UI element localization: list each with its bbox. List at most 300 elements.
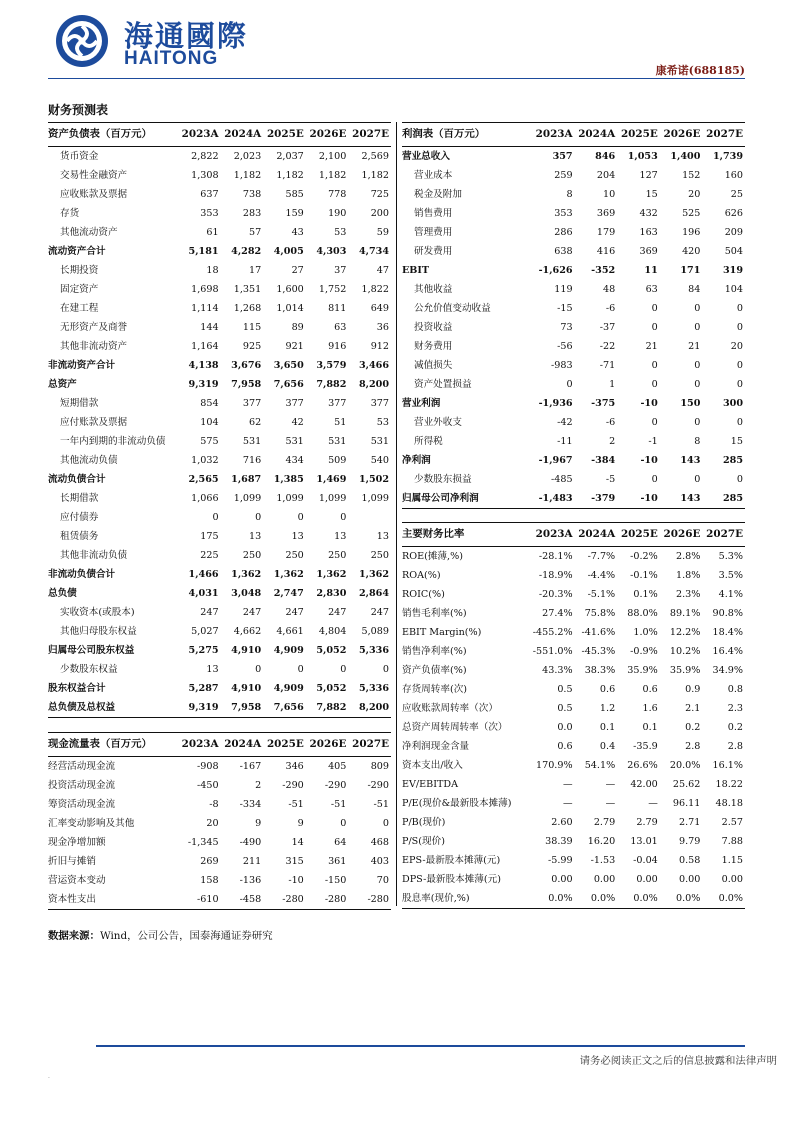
column-header: 2025E	[263, 123, 306, 147]
cell-value: -0.04	[633, 855, 658, 866]
cell-value: 0	[736, 474, 743, 485]
cell-value: 179	[596, 227, 616, 238]
cell-value: 0.4	[599, 741, 616, 752]
row-label: P/S(现价)	[402, 836, 445, 847]
cell-value: 346	[285, 761, 304, 772]
cell-value: 0	[340, 818, 347, 829]
cell-value: 0	[255, 512, 262, 523]
cell-value: 4,734	[358, 246, 389, 257]
cell-value: -450	[197, 780, 219, 791]
table-row	[402, 166, 745, 185]
table-row	[402, 794, 745, 813]
row-label: 资产处置损益	[414, 379, 472, 390]
cell-value: 7,656	[273, 379, 304, 390]
table-row	[48, 166, 391, 185]
cell-value: 369	[596, 208, 616, 219]
cell-value: 509	[328, 455, 347, 466]
footer-disclaimer: 请务必阅读正文之后的信息披露和法律声明	[579, 1055, 777, 1067]
cell-value: 170.9%	[536, 760, 573, 771]
row-label: 长期借款	[60, 493, 99, 504]
cell-value: -610	[178, 890, 221, 910]
row-label: 营业总收入	[402, 151, 450, 162]
cell-value: 64	[334, 837, 347, 848]
table-row	[402, 394, 745, 413]
cell-value: -551.0%	[532, 646, 573, 657]
cell-value: 0	[382, 818, 389, 829]
table-row	[48, 223, 391, 242]
table-row	[402, 356, 745, 375]
table-row	[402, 242, 745, 261]
table-row	[48, 622, 391, 641]
cell-value: 88.0%	[627, 608, 658, 619]
cell-value: 0.6	[642, 684, 658, 695]
cell-value: 1,014	[276, 303, 304, 314]
cell-value: 10.2%	[669, 646, 701, 657]
cell-value: 1,362	[273, 569, 304, 580]
table-row	[48, 299, 391, 318]
row-label: 投资活动现金流	[48, 780, 116, 791]
cell-value: 7,958	[221, 698, 264, 718]
cell-value: 403	[370, 856, 389, 867]
cell-value: 2.79	[636, 817, 658, 828]
cell-value: -983	[551, 360, 573, 371]
cell-value: —	[605, 779, 616, 790]
balance-sheet-table	[48, 122, 391, 718]
table-title: 现金流量表（百万元）	[48, 733, 178, 757]
row-label: 营业外收支	[414, 417, 462, 428]
row-label: 总资产周转周转率（次）	[402, 722, 508, 733]
cell-value: 525	[682, 208, 701, 219]
cell-value: 27	[291, 265, 304, 276]
row-label: 归属母公司净利润	[402, 489, 532, 509]
cell-value: 20	[730, 341, 743, 352]
cell-value: -5.1%	[587, 589, 616, 600]
cell-value: 8,200	[358, 379, 389, 390]
cell-value: 575	[200, 436, 219, 447]
cell-value: -51	[288, 799, 304, 810]
cell-value: -150	[324, 875, 347, 886]
table-row	[48, 432, 391, 451]
cell-value: 59	[376, 227, 389, 238]
row-label: 非流动负债合计	[48, 569, 116, 580]
company-ticker: 康希诺(688185)	[655, 64, 745, 77]
cell-value: 2.8	[727, 741, 743, 752]
cell-value: 43.3%	[542, 665, 573, 676]
cell-value: 0	[694, 474, 701, 485]
cell-value: 0	[651, 417, 658, 428]
table-row	[402, 318, 745, 337]
table-row	[48, 679, 391, 698]
cell-value: -485	[551, 474, 573, 485]
cell-value: 4,910	[231, 645, 262, 656]
cell-value: -290	[324, 780, 347, 791]
cell-value: 0	[297, 664, 304, 675]
cell-value: 0.6	[557, 741, 573, 752]
cell-value: 89.1%	[669, 608, 701, 619]
cell-value: -28.1%	[538, 551, 573, 562]
cell-value: 416	[596, 246, 616, 257]
row-label: 一年内到期的非流动负债	[60, 436, 166, 447]
column-header: 2026E	[306, 123, 349, 147]
cell-value: 925	[242, 341, 262, 352]
cell-value: 716	[242, 455, 262, 466]
cell-value: -167	[239, 761, 262, 772]
table-row	[402, 470, 745, 489]
row-label: 汇率变动影响及其他	[48, 818, 135, 829]
cell-value: 26.6%	[627, 760, 658, 771]
cell-value: 18.4%	[712, 627, 743, 638]
table-row	[402, 623, 745, 642]
cell-value: 637	[200, 189, 219, 200]
cell-value: 163	[639, 227, 658, 238]
cell-value: 36	[376, 322, 389, 333]
cell-value: 96.11	[672, 798, 701, 809]
cell-value: 159	[285, 208, 304, 219]
cell-value: 269	[200, 856, 219, 867]
table-row	[48, 451, 391, 470]
cell-value: -290	[367, 780, 389, 791]
data-source-note	[48, 927, 273, 942]
table-row	[48, 413, 391, 432]
cell-value: 250	[328, 550, 347, 561]
cell-value: 48	[602, 284, 616, 295]
cell-value: 1,099	[276, 493, 304, 504]
cell-value: 300	[722, 398, 743, 409]
cell-value: 225	[200, 550, 219, 561]
row-label: P/B(现价)	[402, 817, 446, 828]
cell-value: 0.00	[593, 874, 616, 885]
cell-value: 150	[680, 398, 701, 409]
cell-value: 3,676	[231, 360, 262, 371]
row-label: 公允价值变动收益	[414, 303, 491, 314]
row-label: 长期投资	[60, 265, 99, 276]
table-row	[402, 223, 745, 242]
cell-value: 211	[242, 856, 262, 867]
row-label: 总负债及总权益	[48, 698, 178, 718]
cell-value: -0.9%	[630, 646, 658, 657]
cell-value: 0	[212, 512, 219, 523]
cell-value: 175	[200, 531, 219, 542]
cell-value: 119	[554, 284, 573, 295]
cell-value: 0.1%	[633, 589, 658, 600]
cell-value: 104	[724, 284, 743, 295]
cell-value: -334	[239, 799, 262, 810]
table-row	[402, 680, 745, 699]
cell-value: 247	[242, 607, 262, 618]
row-label: 销售毛利率(%)	[402, 608, 467, 619]
cell-value: 1	[609, 379, 616, 390]
cell-value: 0	[736, 417, 743, 428]
table-row	[48, 204, 391, 223]
cell-value: 0	[736, 322, 743, 333]
row-label: 其他流动负债	[60, 455, 118, 466]
cell-value: 1.8%	[676, 570, 701, 581]
cell-value: 7,958	[231, 379, 262, 390]
logo-english-name: HAITONG	[124, 48, 219, 69]
table-row	[48, 470, 391, 489]
cell-value: -458	[221, 890, 264, 910]
cell-value: 48.18	[715, 798, 743, 809]
data-source-text: Wind，公司公告，国泰海通证券研究	[99, 930, 273, 942]
cell-value: 353	[554, 208, 573, 219]
cell-value: -35.9	[633, 741, 658, 752]
column-header: 2025E	[263, 733, 306, 757]
cell-value: 0	[694, 322, 701, 333]
column-header: 2027E	[348, 123, 391, 147]
cell-value: 1,182	[361, 170, 389, 181]
row-label: 营业利润	[402, 398, 441, 409]
cell-value: 2.3%	[676, 589, 701, 600]
cell-value: 7.88	[721, 836, 743, 847]
table-row	[402, 299, 745, 318]
cell-value: 2.79	[593, 817, 616, 828]
table-row	[48, 641, 391, 660]
cell-value: 2.71	[679, 817, 701, 828]
cell-value: 4,661	[276, 626, 304, 637]
row-label: 财务费用	[414, 341, 453, 352]
cell-value: 778	[328, 189, 347, 200]
row-label: 货币资金	[60, 151, 99, 162]
cell-value: 846	[595, 151, 616, 162]
cell-value: 250	[285, 550, 304, 561]
header-divider	[48, 78, 745, 79]
cell-value: 4,282	[231, 246, 262, 257]
cell-value: -379	[575, 489, 618, 509]
cell-value: 649	[370, 303, 389, 314]
cell-value: 4,138	[188, 360, 219, 371]
cell-value: -1	[648, 436, 658, 447]
cell-value: 377	[285, 398, 304, 409]
cell-value: 250	[370, 550, 389, 561]
cell-value: 15	[730, 436, 743, 447]
table-row	[48, 660, 391, 679]
row-label: 股息率(现价,%)	[402, 889, 532, 909]
table-row	[48, 565, 391, 584]
cell-value: 0	[736, 379, 743, 390]
cell-value: 361	[328, 856, 347, 867]
table-row	[48, 280, 391, 299]
row-label: EPS-最新股本摊薄(元)	[402, 855, 501, 866]
cell-value: 63	[645, 284, 658, 295]
cell-value: 319	[722, 265, 743, 276]
cell-value: 0	[651, 360, 658, 371]
table-row	[48, 776, 391, 795]
cell-value: 285	[722, 455, 743, 466]
cell-value: 61	[206, 227, 219, 238]
cell-value: 1,752	[318, 284, 347, 295]
row-label: 在建工程	[60, 303, 99, 314]
cell-value: 0	[694, 303, 701, 314]
column-header: 2023A	[532, 523, 575, 547]
column-header: 2023A	[532, 123, 575, 147]
cell-value: 5,181	[188, 246, 219, 257]
cell-value: 5,052	[316, 645, 347, 656]
column-header: 2024A	[575, 523, 618, 547]
cell-value: 0.0%	[575, 889, 618, 909]
cell-value: 0	[340, 664, 347, 675]
cell-value: 4.1%	[718, 589, 743, 600]
table-row	[48, 546, 391, 565]
table-row	[402, 261, 745, 280]
table-row	[48, 242, 391, 261]
cell-value: -1,936	[538, 398, 573, 409]
cell-value: 8	[694, 436, 701, 447]
column-header: 2024A	[221, 733, 264, 757]
cell-value: 3,650	[273, 360, 304, 371]
cell-value: 626	[724, 208, 743, 219]
cell-value: 2,822	[191, 151, 219, 162]
cell-value: 21	[645, 341, 658, 352]
row-label: 存货周转率(次)	[402, 684, 468, 695]
cell-value: -56	[557, 341, 573, 352]
cell-value: 5,052	[316, 683, 347, 694]
cell-value: 3,579	[316, 360, 347, 371]
cell-value: -7.7%	[587, 551, 616, 562]
cell-value: -10	[288, 875, 304, 886]
cell-value: 540	[370, 455, 389, 466]
cell-value: 42	[291, 417, 304, 428]
cell-value: 315	[285, 856, 304, 867]
cell-value: 531	[328, 436, 347, 447]
row-label: DPS-最新股本摊薄(元)	[402, 874, 501, 885]
row-label: 营运资本变动	[48, 875, 106, 886]
table-title: 利润表（百万元）	[402, 123, 532, 147]
cell-value: 1,164	[191, 341, 219, 352]
cell-value: 1.6	[642, 703, 658, 714]
cell-value: 2.8%	[676, 551, 701, 562]
cell-value: 158	[200, 875, 219, 886]
cell-value: 47	[376, 265, 389, 276]
cell-value: —	[648, 798, 658, 809]
cell-value: 1,351	[233, 284, 262, 295]
column-header: 2025E	[617, 523, 660, 547]
column-header: 2027E	[702, 123, 745, 147]
table-row	[402, 604, 745, 623]
cell-value: 13	[206, 664, 219, 675]
company-logo	[52, 12, 252, 70]
cell-value: 283	[242, 208, 262, 219]
cell-value: 247	[200, 607, 219, 618]
cell-value: 143	[660, 489, 703, 509]
cell-value: -15	[557, 303, 573, 314]
row-label: 应收账款周转率（次）	[402, 703, 498, 714]
cell-value: 5,027	[191, 626, 219, 637]
table-row	[48, 833, 391, 852]
table-row	[48, 147, 391, 167]
row-label: 其他非流动资产	[60, 341, 128, 352]
cell-value: 4,909	[273, 683, 304, 694]
cell-value: 1,099	[318, 493, 347, 504]
cell-value: 4,005	[273, 246, 304, 257]
cell-value: —	[563, 779, 573, 790]
cell-value: 4,910	[231, 683, 262, 694]
cell-value: 1,032	[191, 455, 219, 466]
row-label: 现金净增加额	[48, 837, 106, 848]
cell-value: 115	[242, 322, 262, 333]
table-row	[48, 337, 391, 356]
cell-value: 7,656	[263, 698, 306, 718]
table-row	[48, 852, 391, 871]
cell-value: 0	[382, 664, 389, 675]
cash-flow-table	[48, 732, 391, 910]
cell-value: 2,864	[358, 588, 389, 599]
cell-value: -45.3%	[581, 646, 616, 657]
cell-value: -908	[197, 761, 219, 772]
table-row	[48, 318, 391, 337]
table-row	[402, 889, 745, 909]
cell-value: 9.79	[679, 836, 701, 847]
cell-value: 0	[340, 512, 347, 523]
cell-value: 0	[736, 303, 743, 314]
cell-value: 638	[554, 246, 573, 257]
table-row	[402, 375, 745, 394]
row-label: 交易性金融资产	[60, 170, 128, 181]
table-row	[48, 527, 391, 546]
cell-value: 2,023	[233, 151, 262, 162]
row-label: 销售费用	[414, 208, 453, 219]
cell-value: 1,502	[358, 474, 389, 485]
cell-value: 5,287	[188, 683, 219, 694]
cell-value: 0.5	[557, 703, 573, 714]
section-title: 财务预测表	[48, 103, 109, 117]
table-row	[48, 489, 391, 508]
cell-value: -290	[282, 780, 304, 791]
table-row	[402, 699, 745, 718]
cell-value: 0.0	[557, 722, 573, 733]
cell-value: -384	[591, 455, 616, 466]
cell-value: 0.6	[599, 684, 616, 695]
cell-value: 20.0%	[669, 760, 701, 771]
cell-value: -6	[605, 303, 616, 314]
table-row	[402, 585, 745, 604]
cell-value: -352	[591, 265, 616, 276]
cell-value: 190	[328, 208, 347, 219]
haitong-logo-icon	[52, 12, 116, 70]
cell-value: -11	[557, 436, 573, 447]
cell-value: —	[563, 798, 573, 809]
cell-value: 0.0%	[702, 889, 745, 909]
cell-value: 4,909	[273, 645, 304, 656]
cell-value: 0.0%	[532, 889, 575, 909]
table-row	[402, 737, 745, 756]
row-label: 管理费用	[414, 227, 453, 238]
row-label: 资本性支出	[48, 890, 178, 910]
cell-value: 369	[639, 246, 658, 257]
cell-value: 0.2	[685, 722, 701, 733]
row-label: 实收资本(或股本)	[60, 607, 135, 618]
cell-value: 7,882	[306, 698, 349, 718]
row-label: 减值损失	[414, 360, 453, 371]
cell-value: 2,565	[188, 474, 219, 485]
cell-value: 531	[242, 436, 262, 447]
row-label: 净利润	[402, 455, 431, 466]
cell-value: 104	[200, 417, 219, 428]
cell-value: 42.00	[630, 779, 658, 790]
cell-value: 38.39	[545, 836, 573, 847]
cell-value: 1,114	[191, 303, 219, 314]
cell-value: 2,747	[273, 588, 304, 599]
cell-value: 34.9%	[712, 665, 743, 676]
cell-value: 0	[297, 512, 304, 523]
cell-value: -10	[640, 455, 658, 466]
cell-value: 1,469	[316, 474, 347, 485]
column-header: 2025E	[617, 123, 660, 147]
cell-value: 432	[639, 208, 658, 219]
table-row	[402, 432, 745, 451]
row-label: 其他归母股东权益	[60, 626, 137, 637]
row-label: 筹资活动现金流	[48, 799, 116, 810]
cell-value: 3.5%	[718, 570, 743, 581]
